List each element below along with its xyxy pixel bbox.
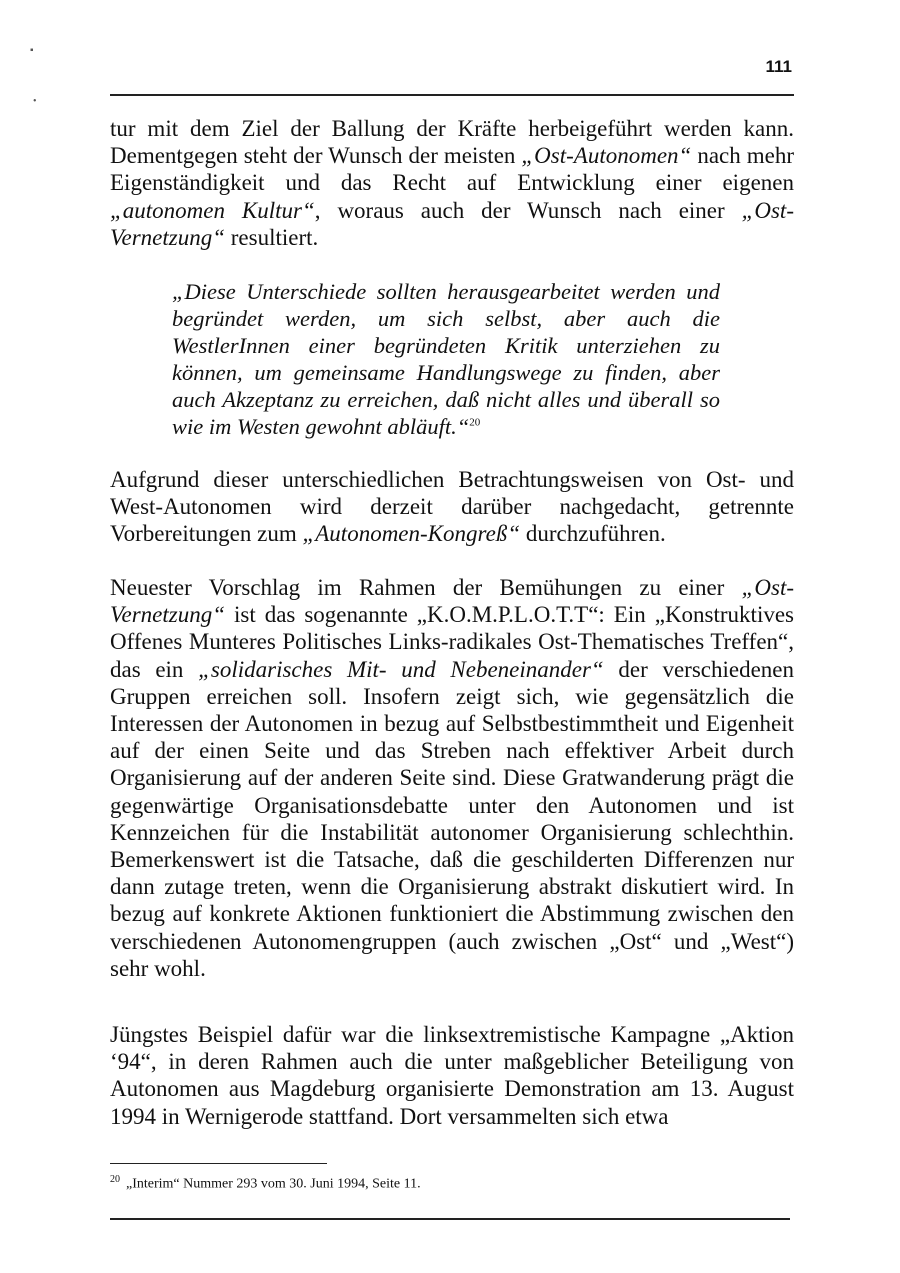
paragraph-text [110, 1021, 794, 1130]
footnote-reference: 20 [469, 416, 481, 429]
quote-text: „Diese Unterschiede sollten herausgearbeitet werden und begründet werden, um sich selbst, aber auch die WestlerInnen einer begründeten Kritik unterziehen zu können, um gemeinsame Handlungswege zu finden, aber auch Akzeptanz zu erreichen, daß nicht alles und überall so wie im Westen gewohnt abläuft.“ [172, 279, 720, 439]
emphasis-run: „solidarisches Mit- und Nebeneinander“ [198, 656, 604, 682]
header-rule [110, 94, 794, 96]
text-run: durchzuführen. [520, 521, 666, 547]
text-run: nach mehr Eigenständigkeit und das Recht auf Entwicklung einer eigenen [110, 143, 794, 196]
paragraph-text [110, 574, 794, 982]
paragraph-text [110, 115, 794, 251]
text-run: ist das sogenannte „K.O.M.P.L.O.T.T“: Ein „Konstruktives Offenes Munteres Politisches Links-radikales Ost-Thematisches Treffen“, das ein [110, 602, 794, 682]
scan-speck: ▪ [30, 45, 34, 56]
emphasis-run: „Ost-Vernetzung“ [110, 197, 794, 250]
footnote-number: 20 [110, 1174, 120, 1185]
paragraph-1 [110, 115, 794, 251]
paragraph-3 [110, 574, 794, 982]
emphasis-run: „Ost-Autonomen“ [521, 143, 692, 169]
emphasis-run: „autonomen Kultur“ [110, 197, 315, 223]
text-run: Aufgrund dieser unterschiedlichen Betrachtungsweisen von Ost- und West-Autonomen wird derzeit darüber nachgedacht, getrennte Vorbereitungen zum [110, 467, 794, 547]
text-run: tur mit dem Ziel der Ballung der Kräfte herbeigeführt werden kann. Dementgegen steht der Wunsch der meisten [110, 116, 794, 169]
text-run: Neuester Vorschlag im Rahmen der Bemühungen zu einer [110, 575, 742, 600]
text-run: Jüngstes Beispiel dafür war die linksextremistische Kampagne „Aktion ‘94“, in deren Rahmen auch die unter maßgeblicher Beteiligung von Autonomen aus Magdeburg organisierte Demonstration am 13. August 1994 in Wernigerode stattfand. Dort versammelten sich etwa [110, 1022, 794, 1129]
paragraph-4 [110, 1021, 794, 1130]
scan-speck: • [33, 96, 37, 107]
footnote-rule [110, 1163, 327, 1164]
emphasis-run: „Ost-Vernetzung“ [110, 575, 794, 628]
footnote [110, 1174, 421, 1193]
page-number: 111 [765, 57, 792, 76]
paragraph-2 [110, 466, 794, 548]
paragraph-text [110, 466, 794, 548]
footnote-text: „Interim“ Nummer 293 vom 30. Juni 1994, Seite 11. [126, 1176, 421, 1192]
footer-rule [110, 1218, 790, 1220]
text-run: der verschiedenen Gruppen erreichen soll. Insofern zeigt sich, wie gegensätzlich die Interessen der Autonomen in bezug auf Selbstbestimmtheit und Eigenheit auf der einen Seite und das Streben nach effektiver Arbeit durch Organisierung auf der anderen Seite sind. Diese Gratwanderung prägt die gegenwärtige Organisationsdebatte unter den Autonomen und ist Kennzeichen für die Instabilität autonomer Organisierung schlechthin. Bemerkenswert ist die Tatsache, daß die geschilderten Differenzen nur dann zutage treten, wenn die Organisierung abstrakt diskutiert wird. In bezug auf konkrete Aktionen funktioniert die Abstimmung zwischen den verschiedenen Autonomengruppen (auch zwischen „Ost“ und „West“) sehr wohl. [110, 656, 794, 981]
block-quote [172, 278, 720, 440]
emphasis-run: „Autonomen-Kongreß“ [302, 521, 521, 547]
text-run: resultiert. [225, 224, 319, 250]
text-run: , woraus auch der Wunsch nach einer [314, 197, 742, 223]
